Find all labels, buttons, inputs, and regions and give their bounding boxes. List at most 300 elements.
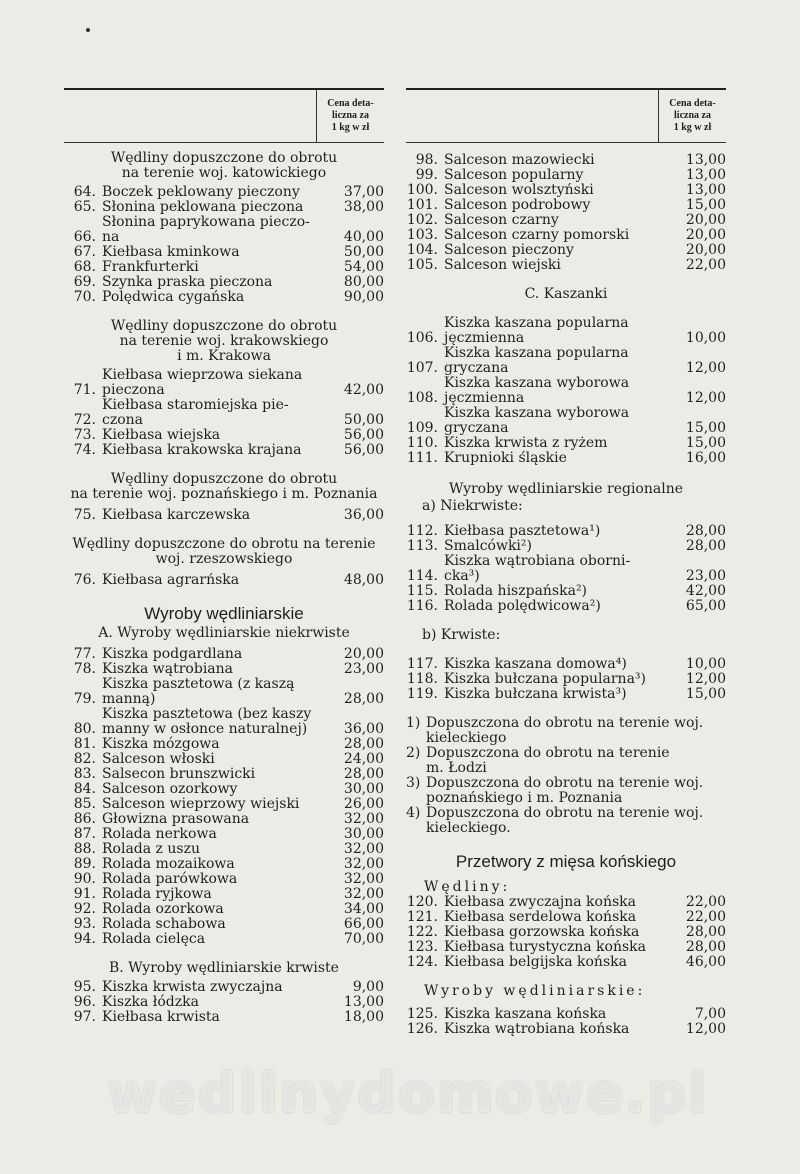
item-price: 56,00 xyxy=(343,442,384,458)
item-number: 97. xyxy=(73,1009,96,1025)
list-salceson xyxy=(406,153,726,273)
footnote-text xyxy=(426,716,703,746)
item-price: 28,00 xyxy=(685,924,726,940)
item-number: 104. xyxy=(406,242,438,258)
item-number: 90. xyxy=(73,871,96,887)
item-number: 96. xyxy=(73,994,96,1010)
item-number: 120. xyxy=(406,894,438,910)
item-name-line: Salceson wolsztyński xyxy=(444,182,594,198)
item-name-line: Rolada mozaikowa xyxy=(102,856,235,872)
section-krakow xyxy=(64,319,384,364)
item-name xyxy=(102,677,332,707)
list-item xyxy=(406,599,726,614)
item-name-line: Kiszka wątrobiana oborni- xyxy=(444,553,631,569)
item-price: 20,00 xyxy=(343,646,384,662)
item-name xyxy=(102,827,332,842)
item-price: 37,00 xyxy=(343,184,384,200)
item-price: 65,00 xyxy=(685,598,726,614)
item-name xyxy=(102,995,332,1010)
item-number: 113. xyxy=(406,538,438,554)
list-rzeszow xyxy=(64,573,384,588)
item-name xyxy=(102,215,332,245)
item-name xyxy=(444,213,674,228)
item-number: 105. xyxy=(406,257,438,273)
item-number: 121. xyxy=(406,909,438,925)
item-name xyxy=(444,406,674,436)
text-line: Wędliny dopuszczone do obrotu xyxy=(110,150,338,166)
list-item xyxy=(64,275,384,290)
item-number: 71. xyxy=(73,382,96,398)
item-number: 67. xyxy=(73,244,96,260)
item-name-line: Salceson pieczony xyxy=(444,242,574,258)
list-item xyxy=(64,767,384,782)
item-name-line: Kiełbasa turystyczna końska xyxy=(444,939,646,955)
item-name xyxy=(102,508,332,523)
item-number: 77. xyxy=(73,646,96,662)
item-name xyxy=(102,260,332,275)
list-item xyxy=(64,573,384,588)
item-name xyxy=(102,428,332,443)
item-name-line: manną) xyxy=(102,691,156,707)
item-name xyxy=(444,539,674,554)
section-rzeszow xyxy=(54,537,394,567)
list-item xyxy=(64,662,384,677)
item-price: 30,00 xyxy=(343,781,384,797)
item-name xyxy=(102,887,332,902)
item-name xyxy=(102,932,332,947)
list-item xyxy=(64,215,384,245)
item-price: 22,00 xyxy=(685,909,726,925)
item-price: 70,00 xyxy=(343,931,384,947)
item-price: 50,00 xyxy=(343,244,384,260)
item-price: 34,00 xyxy=(343,901,384,917)
footnote-text xyxy=(426,776,703,806)
item-name-line: Kiełbasa krakowska krajana xyxy=(102,442,302,458)
item-name xyxy=(102,782,332,797)
item-name-line: Polędwica cygańska xyxy=(102,289,245,305)
item-price: 22,00 xyxy=(685,257,726,273)
item-price: 48,00 xyxy=(343,572,384,588)
list-item xyxy=(406,436,726,451)
item-number: 89. xyxy=(73,856,96,872)
item-price: 32,00 xyxy=(343,856,384,872)
list-horse-sausage xyxy=(406,895,726,970)
item-name-line: Kiszka krwista z ryżem xyxy=(444,435,608,451)
item-name-line: Kiszka wątrobiana xyxy=(102,661,234,677)
item-number: 122. xyxy=(406,924,438,940)
item-price: 30,00 xyxy=(343,826,384,842)
item-number: 108. xyxy=(406,390,438,406)
item-number: 99. xyxy=(415,167,438,183)
item-price: 20,00 xyxy=(685,242,726,258)
text-line: i m. Krakowa xyxy=(177,348,271,364)
item-number: 118. xyxy=(406,671,438,687)
footnotes xyxy=(406,716,726,836)
footnote-text xyxy=(426,806,703,836)
item-name-line: jęczmienna xyxy=(444,390,525,406)
list-item xyxy=(406,213,726,228)
item-name-line: Kiszka podgardlana xyxy=(102,646,243,662)
item-name-line: Salceson mazowiecki xyxy=(444,152,595,168)
item-number: 93. xyxy=(73,916,96,932)
item-name-line: Kiszka wątrobiana końska xyxy=(444,1021,630,1037)
item-name xyxy=(102,368,332,398)
item-price: 80,00 xyxy=(343,274,384,290)
text-line: Wędliny dopuszczone do obrotu na terenie xyxy=(72,536,376,552)
item-name-line: Rolada nerkowa xyxy=(102,826,217,842)
item-price: 32,00 xyxy=(343,871,384,887)
item-price: 20,00 xyxy=(685,212,726,228)
item-number: 74. xyxy=(73,442,96,458)
list-item xyxy=(406,925,726,940)
left-column xyxy=(64,88,384,1025)
item-name-line: pieczona xyxy=(102,382,165,398)
item-price: 42,00 xyxy=(685,583,726,599)
item-name-line: Frankfurterki xyxy=(102,259,199,275)
text-line: Wędliny dopuszczone do obrotu xyxy=(110,471,338,487)
item-number: 100. xyxy=(406,182,438,198)
list-item xyxy=(406,910,726,925)
item-price: 12,00 xyxy=(685,390,726,406)
item-name xyxy=(102,662,332,677)
list-krakow xyxy=(64,368,384,458)
item-name xyxy=(444,153,674,168)
item-name xyxy=(102,1010,332,1025)
item-name-line: Krupnioki śląskie xyxy=(444,450,567,466)
list-katowice xyxy=(64,185,384,305)
footnote-line: Dopuszczona do obrotu na terenie xyxy=(426,745,670,761)
item-number: 81. xyxy=(73,736,96,752)
item-price: 46,00 xyxy=(685,954,726,970)
item-name xyxy=(102,767,332,782)
item-name-line: Salceson włoski xyxy=(102,751,215,767)
item-name xyxy=(444,554,674,584)
item-price: 15,00 xyxy=(685,686,726,702)
list-poznan xyxy=(64,508,384,523)
item-name-line: Rolada cielęca xyxy=(102,931,206,947)
item-number: 68. xyxy=(73,259,96,275)
list-item xyxy=(406,153,726,168)
list-item xyxy=(64,737,384,752)
section-title-wyroby: Wyroby wędliniarskie xyxy=(144,604,304,623)
footnote-line: kieleckiego xyxy=(426,730,507,746)
footnote xyxy=(406,776,726,806)
item-name xyxy=(444,925,674,940)
item-name-line: gryczana xyxy=(444,420,509,436)
item-price: 32,00 xyxy=(343,841,384,857)
item-number: 107. xyxy=(406,360,438,376)
item-name xyxy=(102,797,332,812)
item-number: 119. xyxy=(406,686,438,702)
item-name-line: Rolada schabowa xyxy=(102,916,226,932)
list-item xyxy=(64,902,384,917)
list-item xyxy=(406,258,726,273)
list-item xyxy=(406,451,726,466)
item-name xyxy=(444,895,674,910)
item-price: 15,00 xyxy=(685,435,726,451)
footnote-line: Dopuszczona do obrotu na terenie woj. xyxy=(426,775,704,791)
list-item xyxy=(64,887,384,902)
list-item xyxy=(64,290,384,305)
list-item xyxy=(406,687,726,702)
item-price: 32,00 xyxy=(343,811,384,827)
subsection-a-niekrwiste: a) Niekrwiste: xyxy=(422,498,523,514)
item-name-line: Kiełbasa zwyczajna końska xyxy=(444,894,636,910)
item-number: 83. xyxy=(73,766,96,782)
item-name-line: Kiszka pasztetowa (z kaszą xyxy=(102,676,295,692)
table-header-right xyxy=(406,88,726,143)
item-name-line: czona xyxy=(102,412,144,428)
text-line: Cena deta- xyxy=(327,98,374,109)
item-number: 86. xyxy=(73,811,96,827)
item-name-line: Kiszka kaszana końska xyxy=(444,1006,607,1022)
item-price: 32,00 xyxy=(343,886,384,902)
item-price: 40,00 xyxy=(343,229,384,245)
list-item xyxy=(64,842,384,857)
list-item xyxy=(64,980,384,995)
item-price: 9,00 xyxy=(352,979,384,995)
item-price: 13,00 xyxy=(685,182,726,198)
footnote-marker: 1) xyxy=(406,715,421,731)
item-number: 84. xyxy=(73,781,96,797)
list-item xyxy=(406,584,726,599)
text-line: liczna za xyxy=(332,110,369,121)
list-regional-a xyxy=(406,524,726,614)
item-name-line: manny w osłonce naturalnej) xyxy=(102,721,308,737)
footnote xyxy=(406,716,726,746)
text-line: na terenie woj. krakowskiego xyxy=(119,333,329,349)
list-regional-b xyxy=(406,657,726,702)
footnote-text xyxy=(426,746,670,776)
item-name-line: Kiełbasa kminkowa xyxy=(102,244,240,260)
list-item xyxy=(64,647,384,662)
list-item xyxy=(64,245,384,260)
item-name xyxy=(444,316,674,346)
item-name-line: Rolada ryjkowa xyxy=(102,886,212,902)
item-name-line: Smalcówki²) xyxy=(444,538,532,554)
item-number: 112. xyxy=(406,523,438,539)
item-name-line: Salceson podrobowy xyxy=(444,197,591,213)
item-number: 78. xyxy=(73,661,96,677)
item-number: 126. xyxy=(406,1021,438,1037)
item-name-line: Rolada polędwicowa²) xyxy=(444,598,601,614)
item-name-line: Salceson wieprzowy wiejski xyxy=(102,796,300,812)
item-name-line: Rolada z uszu xyxy=(102,841,200,857)
watermark-text: wedlinydomowe.pl xyxy=(107,1062,709,1125)
section-katowice xyxy=(64,151,384,181)
item-price: 26,00 xyxy=(343,796,384,812)
item-number: 106. xyxy=(406,330,438,346)
item-price: 50,00 xyxy=(343,412,384,428)
section-regional: Wyroby wędliniarskie regionalne xyxy=(448,481,684,497)
item-number: 72. xyxy=(73,412,96,428)
item-price: 54,00 xyxy=(343,259,384,275)
item-name xyxy=(444,584,674,599)
list-item xyxy=(64,752,384,767)
text-line: liczna za xyxy=(674,110,711,121)
list-item xyxy=(64,872,384,887)
item-name xyxy=(444,183,674,198)
list-item xyxy=(406,316,726,346)
item-number: 116. xyxy=(406,598,438,614)
item-name xyxy=(102,812,332,827)
text-line: Wędliny dopuszczone do obrotu xyxy=(110,318,338,334)
item-number: 91. xyxy=(73,886,96,902)
item-name-line: Kiszka bułczana popularna³) xyxy=(444,671,646,687)
item-price: 18,00 xyxy=(343,1009,384,1025)
item-name-line: Kiszka krwista zwyczajna xyxy=(102,979,283,995)
text-line: 1 kg w zł xyxy=(331,122,370,133)
item-name-line: Kiełbasa staromiejska pie- xyxy=(102,397,289,413)
item-number: 73. xyxy=(73,427,96,443)
item-number: 75. xyxy=(73,507,96,523)
item-name-line: Salceson popularny xyxy=(444,167,584,183)
item-price: 13,00 xyxy=(685,152,726,168)
list-item xyxy=(406,198,726,213)
list-a xyxy=(64,647,384,947)
item-number: 103. xyxy=(406,227,438,243)
section-title-konskie: Przetwory z mięsa końskiego xyxy=(455,852,677,871)
item-name xyxy=(444,168,674,183)
list-c xyxy=(406,316,726,466)
item-name-line: Salceson ozorkowy xyxy=(102,781,238,797)
item-name xyxy=(102,245,332,260)
list-horse-products xyxy=(406,1007,726,1037)
list-item xyxy=(406,940,726,955)
item-name xyxy=(444,672,674,687)
item-name xyxy=(102,737,332,752)
list-b xyxy=(64,980,384,1025)
item-name-line: Kiełbasa krwista xyxy=(102,1009,220,1025)
text-line: na terenie woj. poznańskiego i m. Poznania xyxy=(70,486,378,502)
item-name-line: Słonina paprykowana pieczo- xyxy=(102,214,310,230)
list-item xyxy=(406,539,726,554)
item-number: 82. xyxy=(73,751,96,767)
item-name xyxy=(444,940,674,955)
item-name-line: Kiszka łódzka xyxy=(102,994,199,1010)
list-item xyxy=(64,508,384,523)
subsection-b: B. Wyroby wędliniarskie krwiste xyxy=(109,960,339,976)
item-price: 28,00 xyxy=(343,736,384,752)
item-name-line: Kiełbasa gorzowska końska xyxy=(444,924,640,940)
list-item xyxy=(406,168,726,183)
item-number: 95. xyxy=(73,979,96,995)
subsection-c: C. Kaszanki xyxy=(524,286,608,302)
item-number: 92. xyxy=(73,901,96,917)
item-number: 102. xyxy=(406,212,438,228)
item-name xyxy=(444,198,674,213)
item-name-line: Boczek peklowany pieczony xyxy=(102,184,300,200)
item-name-line: Salceson czarny xyxy=(444,212,559,228)
list-item xyxy=(64,857,384,872)
list-item xyxy=(64,827,384,842)
item-name-line: Szynka praska pieczona xyxy=(102,274,273,290)
item-number: 111. xyxy=(406,450,438,466)
item-name xyxy=(444,451,674,466)
item-price: 12,00 xyxy=(685,1021,726,1037)
item-number: 125. xyxy=(406,1006,438,1022)
list-item xyxy=(64,200,384,215)
item-name xyxy=(102,707,332,737)
item-number: 98. xyxy=(415,152,438,168)
item-name-line: Kiszka bułczana krwista³) xyxy=(444,686,627,702)
price-column-header xyxy=(658,90,726,142)
item-price: 28,00 xyxy=(685,523,726,539)
table-header-left xyxy=(64,88,384,143)
item-number: 66. xyxy=(73,229,96,245)
item-price: 36,00 xyxy=(343,507,384,523)
list-item xyxy=(64,398,384,428)
item-price: 15,00 xyxy=(685,197,726,213)
item-price: 28,00 xyxy=(343,766,384,782)
list-item xyxy=(64,1010,384,1025)
item-price: 22,00 xyxy=(685,894,726,910)
footnote-line: kieleckiego. xyxy=(426,820,511,836)
item-name-line: gryczana xyxy=(444,360,509,376)
item-name-line: Kiełbasa karczewska xyxy=(102,507,251,523)
item-number: 124. xyxy=(406,954,438,970)
subsection-b-krwiste: b) Krwiste: xyxy=(422,627,501,643)
item-name xyxy=(102,290,332,305)
item-number: 79. xyxy=(73,691,96,707)
item-name-line: Kiełbasa wieprzowa siekana xyxy=(102,367,303,383)
item-name xyxy=(102,398,332,428)
list-item xyxy=(64,812,384,827)
section-poznan xyxy=(64,472,384,502)
item-name xyxy=(444,955,674,970)
item-name xyxy=(102,185,332,200)
list-item xyxy=(64,260,384,275)
item-name-line: Salceson czarny pomorski xyxy=(444,227,630,243)
list-item xyxy=(406,955,726,970)
item-price: 16,00 xyxy=(685,450,726,466)
item-name-line: Rolada parówkowa xyxy=(102,871,238,887)
list-item xyxy=(64,797,384,812)
list-item xyxy=(406,1022,726,1037)
list-item xyxy=(64,932,384,947)
item-name xyxy=(444,910,674,925)
item-price: 10,00 xyxy=(685,330,726,346)
item-name-line: Słonina peklowana pieczona xyxy=(102,199,304,215)
item-price: 12,00 xyxy=(685,671,726,687)
item-number: 69. xyxy=(73,274,96,290)
item-name xyxy=(444,258,674,273)
item-price: 28,00 xyxy=(343,691,384,707)
item-number: 101. xyxy=(406,197,438,213)
list-item xyxy=(406,243,726,258)
item-price: 23,00 xyxy=(343,661,384,677)
item-name xyxy=(444,243,674,258)
item-name xyxy=(444,657,674,672)
item-price: 12,00 xyxy=(685,360,726,376)
item-number: 117. xyxy=(406,656,438,672)
item-name xyxy=(444,1022,674,1037)
item-name-line: Głowizna prasowana xyxy=(102,811,250,827)
item-name xyxy=(102,443,332,458)
item-name xyxy=(444,524,674,539)
right-column xyxy=(406,88,726,1037)
list-item xyxy=(64,185,384,200)
item-name xyxy=(444,687,674,702)
text-line: Cena deta- xyxy=(669,98,716,109)
item-name xyxy=(444,346,674,376)
item-name-line: Kiszka kaszana wyborowa xyxy=(444,405,630,421)
footnote-line: Dopuszczona do obrotu na terenie woj. xyxy=(426,805,704,821)
item-number: 114. xyxy=(406,568,438,584)
footnote-line: Dopuszczona do obrotu na terenie woj. xyxy=(426,715,704,731)
item-name-line: Kiełbasa wiejska xyxy=(102,427,221,443)
item-price: 28,00 xyxy=(685,939,726,955)
